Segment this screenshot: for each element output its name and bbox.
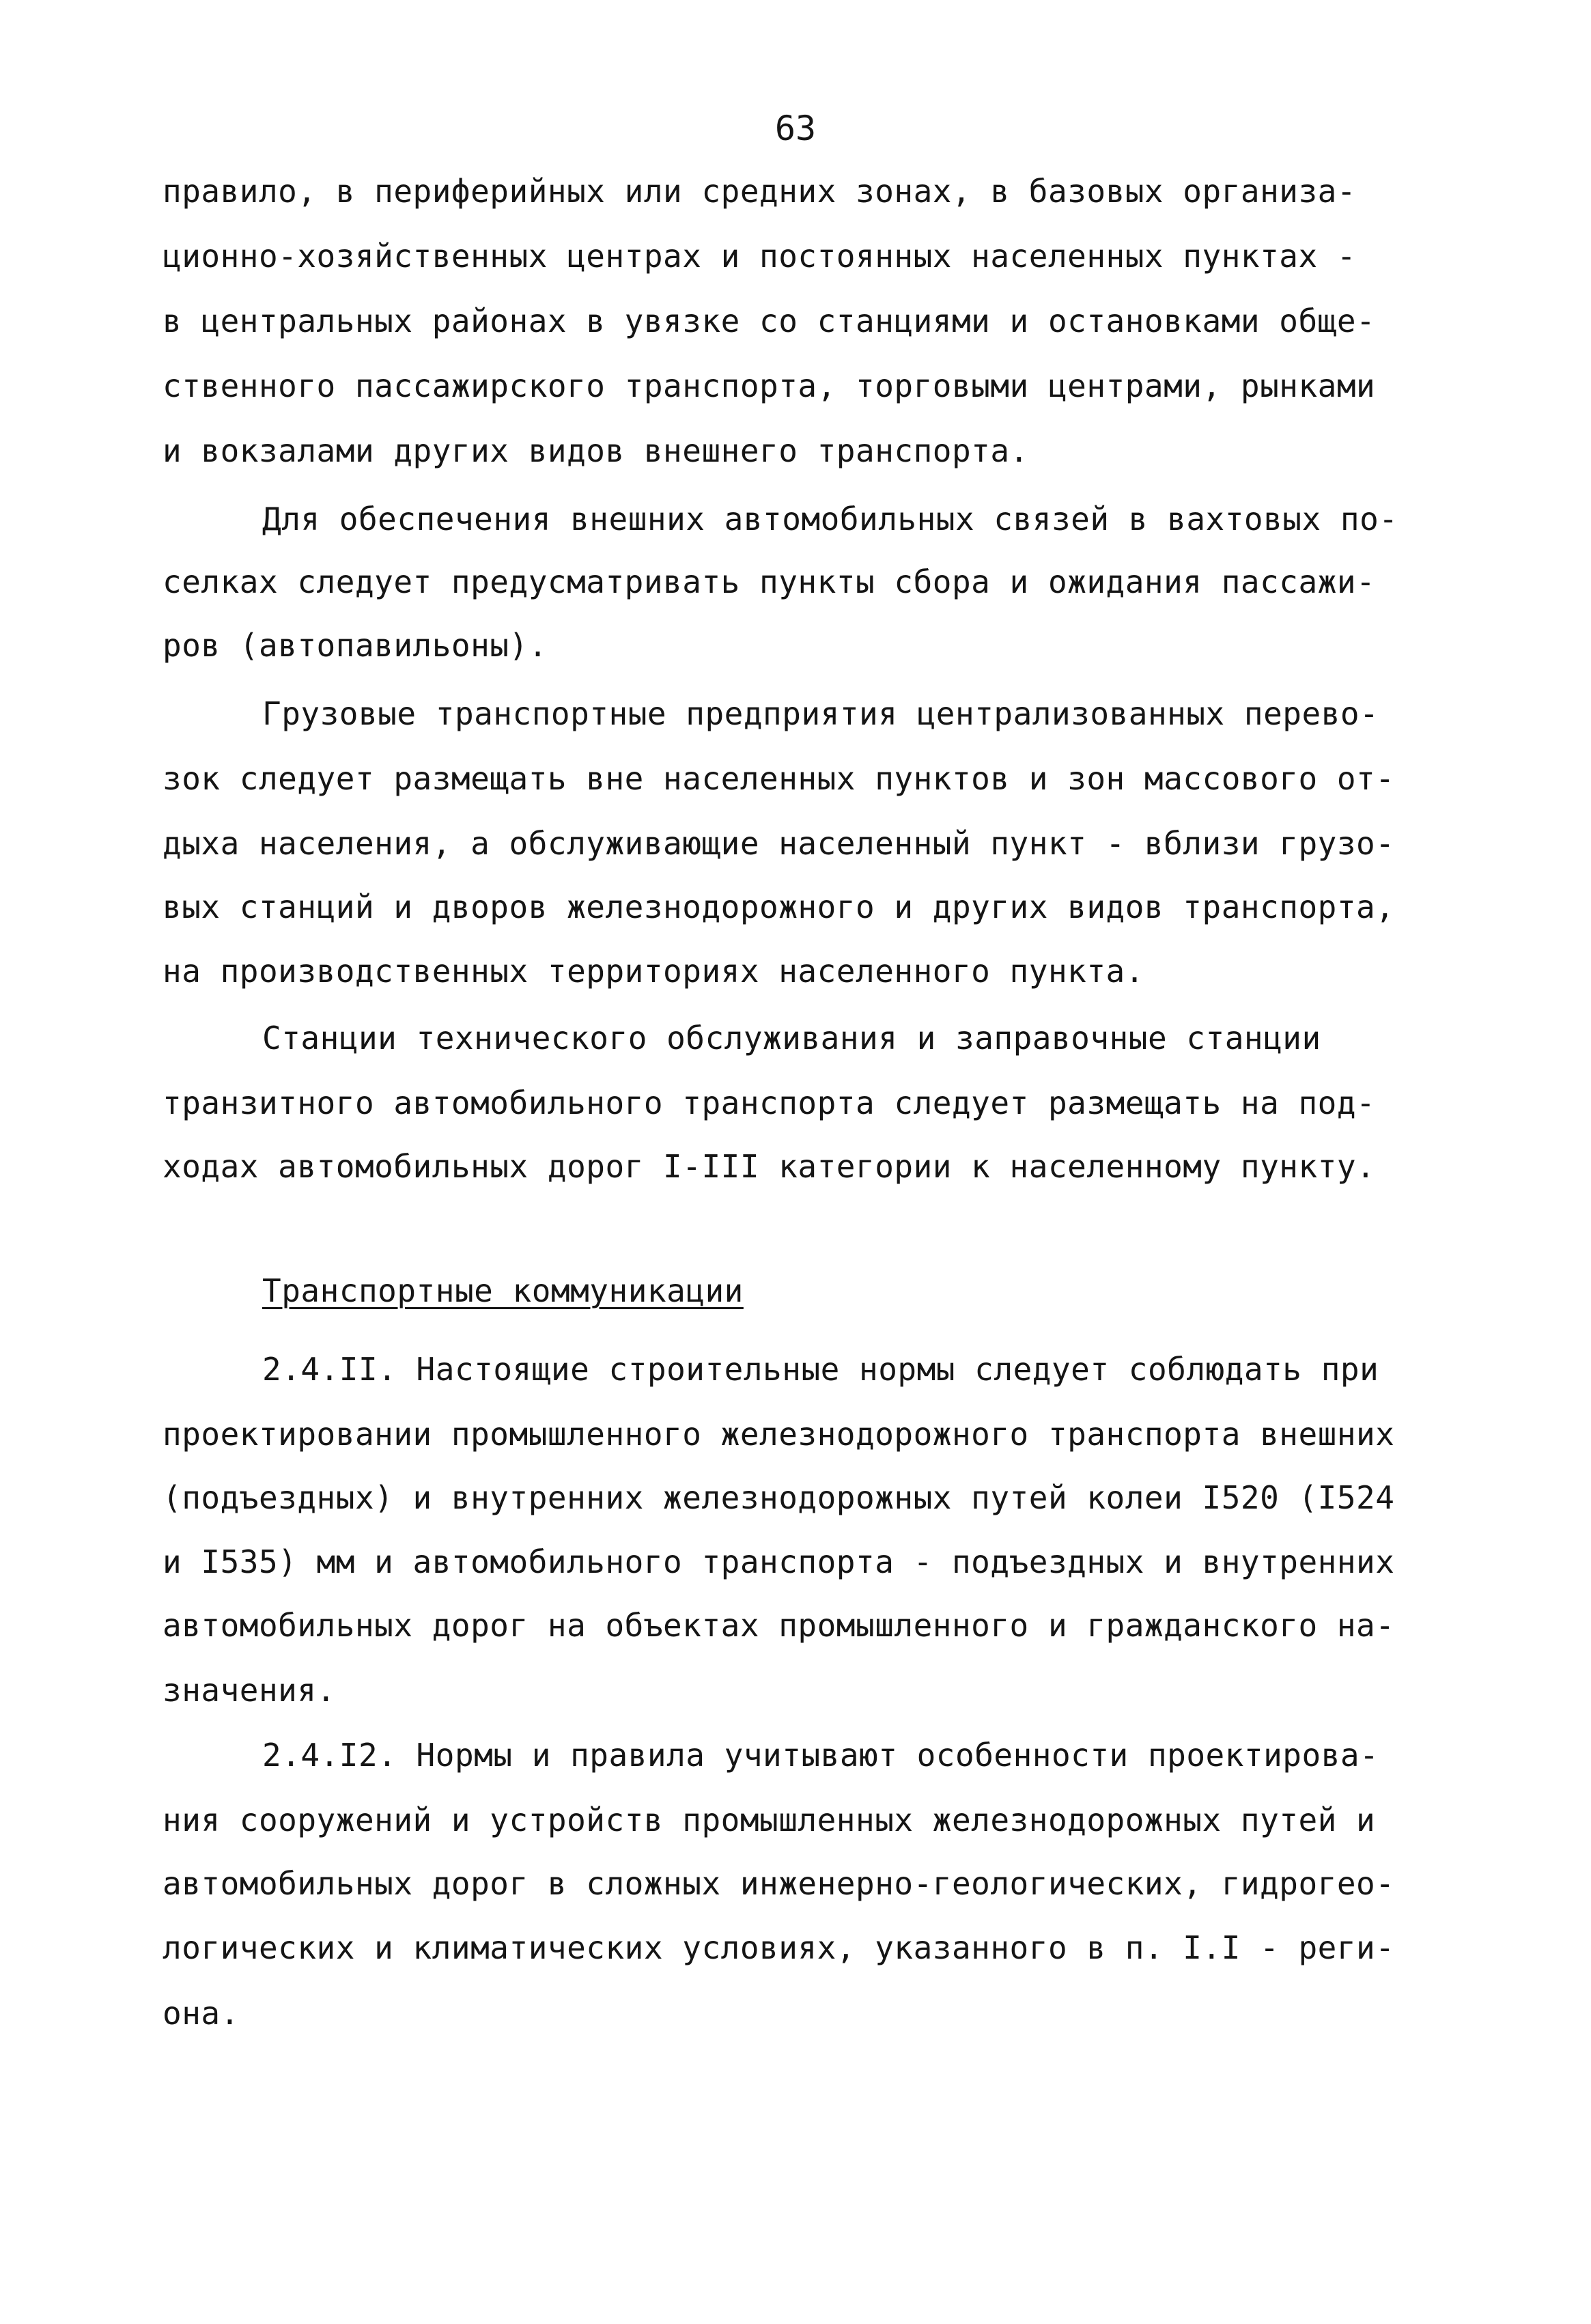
text-line: транзитного автомобильного транспорта следует размещать на под- [163,1084,1376,1121]
text-line: на производственных территориях населенного пункта. [163,953,1144,990]
text-line: ров (автопавильоны). [163,627,548,664]
text-line: 2.4.II. Настоящие строительные нормы следует соблюдать при [262,1351,1379,1388]
text-line: проектировании промышленного железнодорожного транспорта внешних [163,1416,1395,1453]
text-line: ния сооружений и устройств промышленных железнодорожных путей и [163,1802,1376,1838]
text-line: 2.4.I2. Нормы и правила учитывают особенности проектирова- [262,1737,1379,1774]
text-line: Грузовые транспортные предприятия централизованных перево- [262,695,1379,732]
section-heading: Транспортные коммуникации [262,1272,744,1309]
text-line: вых станций и дворов железнодорожного и других видов транспорта, [163,888,1395,925]
text-line: (подъездных) и внутренних железнодорожных путей колеи I520 (I524 [163,1479,1395,1516]
text-line: ционно-хозяйственных центрах и постоянных населенных пунктах - [163,238,1357,275]
text-line: Станции технического обслуживания и заправочные станции [262,1020,1321,1056]
text-line: автомобильных дорог на объектах промышленного и гражданского на- [163,1607,1395,1644]
text-line: значения. [163,1672,336,1709]
text-line: дыха населения, а обслуживающие населенный пункт - вблизи грузо- [163,825,1395,862]
text-line: и вокзалами других видов внешнего транспорта. [163,432,1029,469]
text-line: Для обеспечения внешних автомобильных связей в вахтовых по- [262,501,1398,537]
text-line: ходах автомобильных дорог I-III категории к населенному пункту. [163,1148,1376,1185]
page-number: 63 [774,109,817,148]
text-line: селках следует предусматривать пункты сбора и ожидания пассажи- [163,563,1376,600]
text-line: логических и климатических условиях, указанного в п. I.I - реги- [163,1929,1395,1966]
text-line: она. [163,1995,240,2032]
text-line: ственного пассажирского транспорта, торговыми центрами, рынками [163,367,1376,404]
text-line: в центральных районах в увязке со станциями и остановками обще- [163,303,1376,339]
text-line: зок следует размещать вне населенных пунктов и зон массового от- [163,760,1395,797]
text-line: правило, в периферийных или средних зонах, в базовых организа- [163,173,1357,210]
text-line: и I535) мм и автомобильного транспорта - подъездных и внутренних [163,1543,1395,1580]
text-line: автомобильных дорог в сложных инженерно-геологических, гидрогео- [163,1865,1395,1902]
